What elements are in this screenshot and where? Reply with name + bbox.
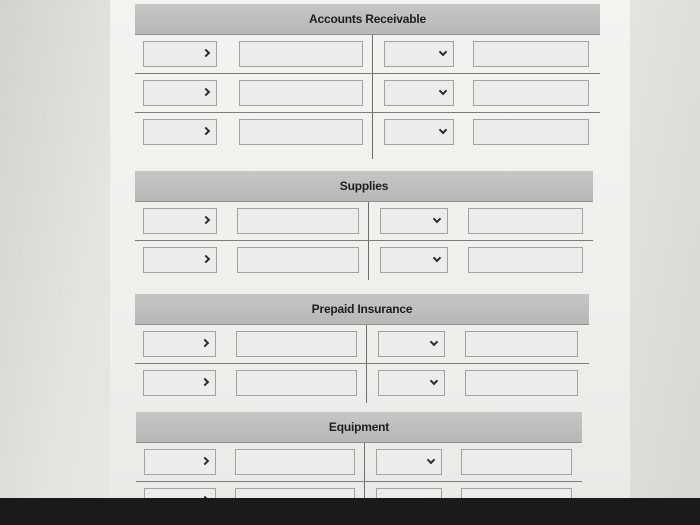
table-row [135, 241, 593, 279]
section-title: Supplies [135, 171, 593, 202]
credit-amount-input[interactable] [465, 370, 578, 396]
debit-account-select[interactable] [144, 488, 216, 498]
credit-amount-input[interactable] [465, 331, 578, 357]
debit-amount-input[interactable] [239, 119, 363, 145]
credit-amount-input[interactable] [473, 41, 589, 67]
section-title: Prepaid Insurance [135, 294, 589, 325]
credit-account-select[interactable] [384, 80, 454, 106]
section-title: Equipment [136, 412, 582, 443]
debit-account-select[interactable] [143, 80, 217, 106]
debit-amount-input[interactable] [236, 370, 357, 396]
debit-account-select[interactable] [143, 41, 217, 67]
table-row [136, 482, 582, 498]
debit-account-select[interactable] [143, 208, 217, 234]
debit-account-select[interactable] [143, 331, 216, 357]
debit-amount-input[interactable] [236, 331, 357, 357]
credit-amount-input[interactable] [473, 80, 589, 106]
t-account-accounts-receivable [135, 4, 600, 160]
credit-account-select[interactable] [380, 247, 448, 273]
credit-amount-input[interactable] [461, 488, 572, 498]
credit-amount-input[interactable] [468, 208, 583, 234]
debit-account-select[interactable] [143, 247, 217, 273]
debit-amount-input[interactable] [235, 449, 355, 475]
credit-amount-input[interactable] [473, 119, 589, 145]
table-row [135, 113, 600, 151]
credit-amount-input[interactable] [468, 247, 583, 273]
debit-amount-input[interactable] [239, 41, 363, 67]
credit-account-select[interactable] [384, 119, 454, 145]
table-row [135, 325, 589, 364]
credit-account-select[interactable] [378, 331, 445, 357]
debit-amount-input[interactable] [237, 247, 359, 273]
screen-bottom-bezel [0, 498, 700, 525]
t-account-supplies [135, 171, 593, 281]
credit-account-select[interactable] [384, 41, 454, 67]
table-row [135, 74, 600, 113]
debit-account-select[interactable] [143, 119, 217, 145]
credit-account-select[interactable] [376, 488, 442, 498]
section-title: Accounts Receivable [135, 4, 600, 35]
table-row [135, 35, 600, 74]
debit-account-select[interactable] [143, 370, 216, 396]
table-row [136, 443, 582, 482]
credit-account-select[interactable] [376, 449, 442, 475]
debit-amount-input[interactable] [239, 80, 363, 106]
credit-account-select[interactable] [380, 208, 448, 234]
debit-amount-input[interactable] [237, 208, 359, 234]
t-account-prepaid-insurance [135, 294, 589, 404]
t-account-equipment [136, 412, 582, 498]
credit-amount-input[interactable] [461, 449, 572, 475]
table-row [135, 364, 589, 402]
debit-account-select[interactable] [144, 449, 216, 475]
debit-amount-input[interactable] [235, 488, 355, 498]
ledger-page [110, 0, 630, 498]
table-row [135, 202, 593, 241]
credit-account-select[interactable] [378, 370, 445, 396]
